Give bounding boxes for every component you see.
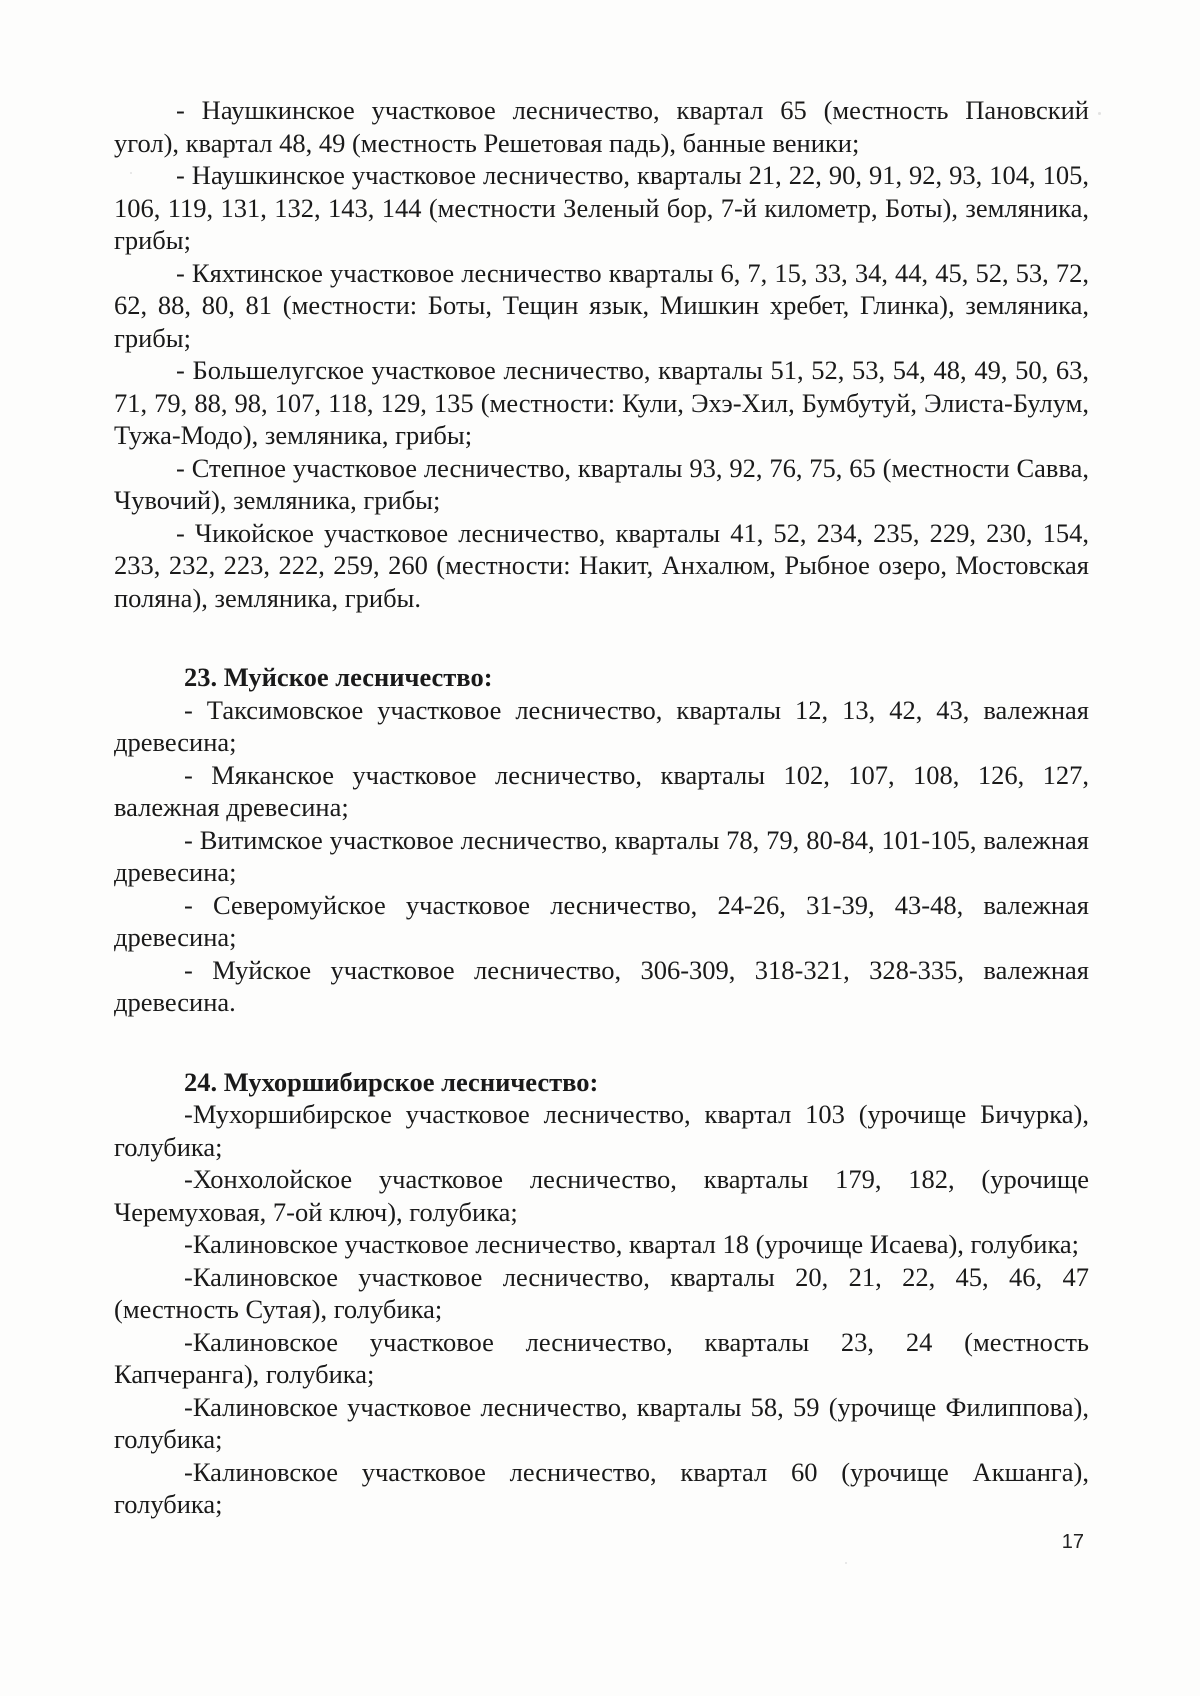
list-item: -Калиновское участковое лесничество, квартал 60 (урочище Акшанга), голубика; [114, 1456, 1089, 1519]
list-item: -Калиновское участковое лесничество, квартал 18 (урочище Исаева), голубика; [184, 1229, 1080, 1259]
list-item: -Калиновское участковое лесничество, кварталы 23, 24 (местность Капчеранга), голубика; [114, 1326, 1089, 1389]
list-item: -Мухоршибирское участковое лесничество, квартал 103 (урочище Бичурка), голубика; [114, 1099, 1089, 1162]
section-mukhorshibir [114, 1066, 1089, 1521]
section-heading: 24. Мухоршибирское лесничество: [184, 1066, 599, 1097]
list-item: - Северомуйское участковое лесничество, 24-26, 31-39, 43-48, валежная древесина; [114, 889, 1089, 952]
scan-speck [1098, 112, 1101, 115]
list-item: - Наушкинское участковое лесничество, квартал 65 (местность Пановский угол), квартал 48, 49 (местность Решетовая падь), банные веники; [114, 95, 1089, 158]
scan-speck [845, 1562, 847, 1564]
list-item: - Мяканское участковое лесничество, кварталы 102, 107, 108, 126, 127, валежная древесина; [114, 759, 1089, 822]
section-muya [114, 661, 1089, 1019]
list-item: - Кяхтинское участковое лесничество кварталы 6, 7, 15, 33, 34, 44, 45, 52, 53, 72, 62, 88, 80, 81 (местности: Боты, Тещин язык, Мишкин хребет, Глинка), земляника, грибы; [114, 257, 1089, 353]
list-item: -Хонхолойское участковое лесничество, кварталы 179, 182, (урочище Черемуховая, 7-ой ключ), голубика; [114, 1164, 1089, 1227]
intro-list [114, 94, 1089, 614]
list-item: - Чикойское участковое лесничество, кварталы 41, 52, 234, 235, 229, 230, 154, 233, 232, 223, 222, 259, 260 (местности: Накит, Анхалюм, Рыбное озеро, Мостовская поляна), земляника, грибы. [114, 517, 1089, 613]
list-item: -Калиновское участковое лесничество, кварталы 58, 59 (урочище Филиппова), голубика; [114, 1391, 1089, 1454]
list-item: -Калиновское участковое лесничество, кварталы 20, 21, 22, 45, 46, 47 (местность Сутая), голубика; [114, 1261, 1089, 1324]
page-number: 17 [1061, 1531, 1084, 1553]
list-item: - Таксимовское участковое лесничество, кварталы 12, 13, 42, 43, валежная древесина; [114, 694, 1089, 757]
list-item: - Наушкинское участковое лесничество, кварталы 21, 22, 90, 91, 92, 93, 104, 105, 106, 119, 131, 132, 143, 144 (местности Зеленый бор, 7-й километр, Боты), земляника, грибы; [114, 160, 1089, 255]
section-heading: 23. Муйское лесничество: [184, 662, 493, 692]
list-item: - Степное участковое лесничество, кварталы 93, 92, 76, 75, 65 (местности Савва, Чувочий), земляника, грибы; [114, 452, 1089, 515]
document-body [114, 94, 1089, 1521]
list-item: - Витимское участковое лесничество, кварталы 78, 79, 80-84, 101-105, валежная древесина; [114, 824, 1089, 887]
list-item: - Муйское участковое лесничество, 306-309, 318-321, 328-335, валежная древесина. [114, 954, 1089, 1017]
list-item: - Большелугское участковое лесничество, кварталы 51, 52, 53, 54, 48, 49, 50, 63, 71, 79, 88, 98, 107, 118, 129, 135 (местности: Кули, Эхэ-Хил, Бумбутуй, Элиста-Булум, Тужа-Модо), земляника, грибы; [114, 355, 1089, 450]
